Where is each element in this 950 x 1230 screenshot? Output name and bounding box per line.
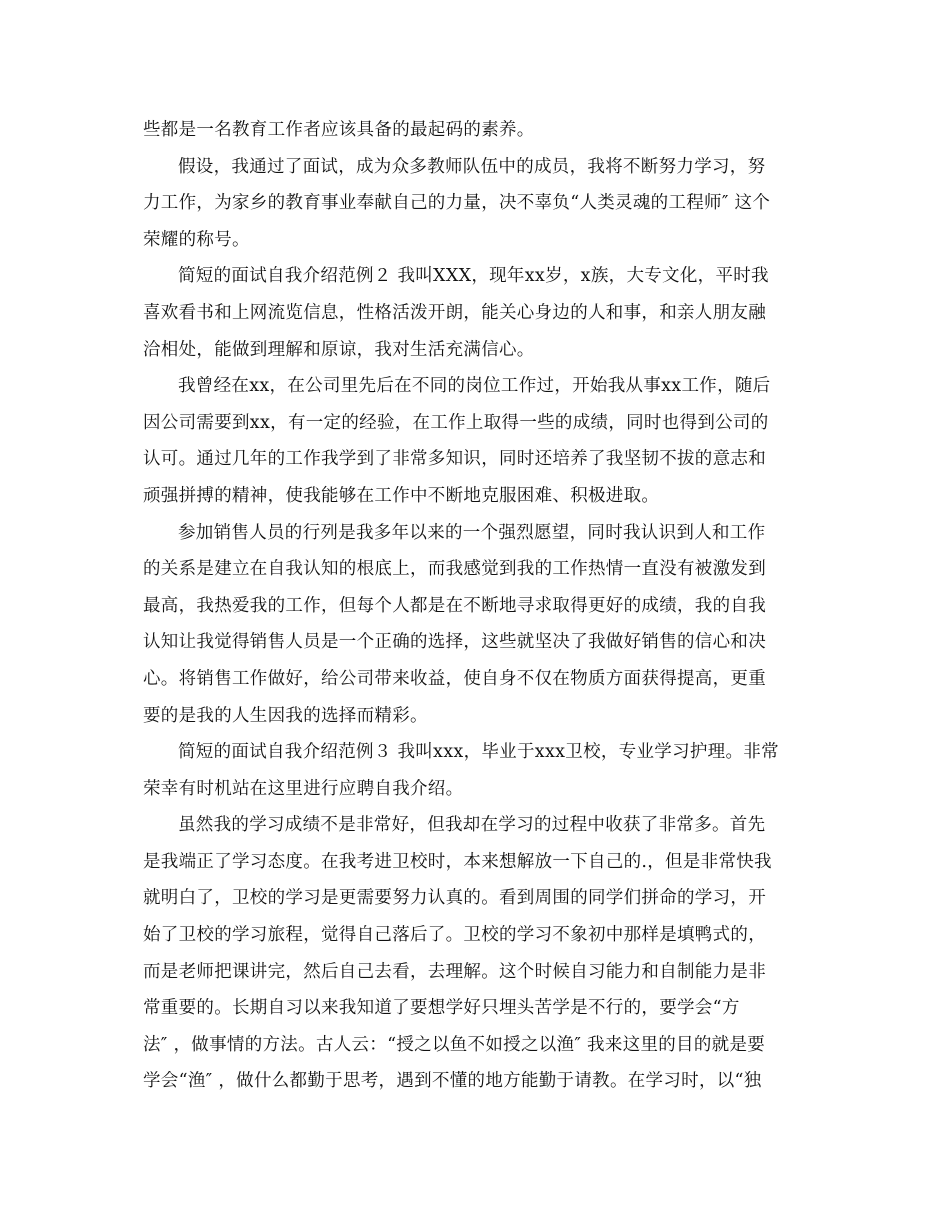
text-line: 就明白了，卫校的学习是更需要努力认真的。看到周围的同学们拼命的学习，开 <box>143 888 766 909</box>
text-line: 简短的面试自我介绍范例２ 我叫XXX，现年xx岁，x族，大专文化，平时我 <box>178 266 769 287</box>
text-line: 些都是一名教育工作者应该具备的最起码的素养。 <box>143 120 535 140</box>
text-line: 虽然我的学习成绩不是非常好，但我却在学习的过程中收获了非常多。首先 <box>178 815 766 836</box>
text-line: 荣幸有时机站在这里进行应聘自我介绍。 <box>143 778 464 799</box>
text-line: 简短的面试自我介绍范例３ 我叫xxx，毕业于xxx卫校，专业学习护理。非常 <box>178 742 779 763</box>
text-line: 力工作，为家乡的教育事业奉献自己的力量，决不辜负“人类灵魂的工程师″ 这个 <box>143 193 771 214</box>
text-line: 荣耀的称号。 <box>143 229 250 250</box>
text-line: 洽相处，能做到理解和原谅，我对生活充满信心。 <box>143 339 535 360</box>
text-line: 的关系是建立在自我认知的根底上，而我感觉到我的工作热情一直没有被激发到 <box>143 559 766 580</box>
text-line: 而是老师把课讲完，然后自己去看，去理解。这个时候自习能力和自制能力是非 <box>143 961 766 982</box>
text-line: 假设，我通过了面试，成为众多教师队伍中的成员，我将不断努力学习，努 <box>178 156 766 177</box>
text-line: 参加销售人员的行列是我多年以来的一个强烈愿望，同时我认识到人和工作 <box>178 522 766 543</box>
text-line: 因公司需要到xx，有一定的经验，在工作上取得一些的成绩，同时也得到公司的 <box>143 412 769 433</box>
text-line: 认知让我觉得销售人员是一个正确的选择，这些就坚决了我做好销售的信心和决 <box>143 632 766 653</box>
text-line: 我曾经在xx，在公司里先后在不同的岗位工作过，开始我从事xx工作，随后 <box>178 376 771 397</box>
text-line: 认可。通过几年的工作我学到了非常多知识，同时还培养了我坚韧不拔的意志和 <box>143 449 766 470</box>
text-line: 顽强拼搏的精神，使我能够在工作中不断地克服困难、积极进取。 <box>143 485 660 506</box>
text-line: 学会“渔″ ，做什么都勤于思考，遇到不懂的地方能勤于请教。在学习时，以“独 <box>143 1071 762 1092</box>
text-line: 心。将销售工作做好，给公司带来收益，使自身不仅在物质方面获得提高，更重 <box>143 668 766 689</box>
document-body <box>143 112 805 1100</box>
text-line: 最高，我热爱我的工作，但每个人都是在不断地寻求取得更好的成绩，我的自我 <box>143 595 766 616</box>
text-line: 始了卫校的学习旅程，觉得自己落后了。卫校的学习不象初中那样是填鸭式的， <box>143 925 766 946</box>
text-line: 法″ ，做事情的方法。古人云：“授之以鱼不如授之以渔″ 我来这里的目的就是要 <box>143 1034 766 1055</box>
text-line: 是我端正了学习态度。在我考进卫校时，本来想解放一下自己的.，但是非常快我 <box>143 851 772 872</box>
text-line: 要的是我的人生因我的选择而精彩。 <box>143 705 428 726</box>
text-line: 喜欢看书和上网流览信息，性格活泼开朗，能关心身边的人和事，和亲人朋友融 <box>143 302 766 323</box>
text-block <box>143 112 805 1100</box>
text-line: 常重要的。长期自习以来我知道了要想学好只埋头苦学是不行的，要学会“方 <box>143 998 740 1019</box>
